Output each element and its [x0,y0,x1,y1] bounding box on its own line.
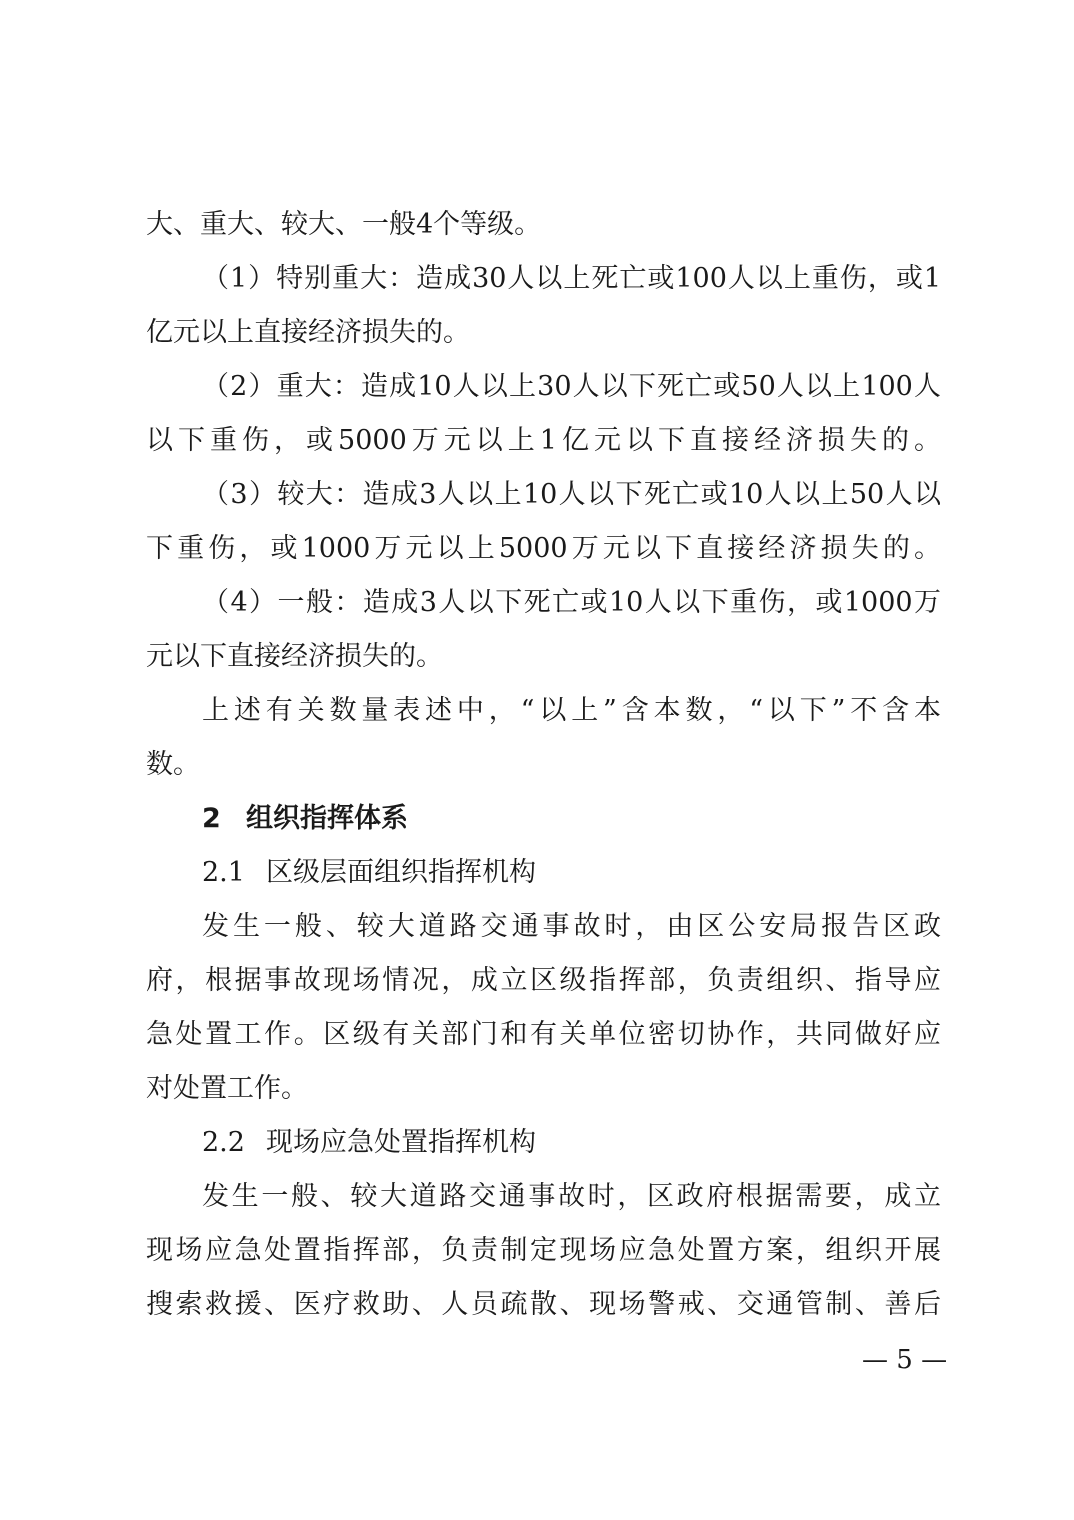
page-number: — 5 — [862,1345,948,1375]
subsection-number: 2.2 [202,1127,245,1158]
text-line: 急处置工作。区级有关部门和有关单位密切协作，共同做好应 [146,1019,941,1050]
text-line: 亿元以上直接经济损失的。 [146,317,470,348]
text-line: 数。 [146,749,200,780]
subsection-title: 区级层面组织指挥机构 [266,857,536,888]
text-line: 现场应急处置指挥部，负责制定现场应急处置方案，组织开展 [146,1235,941,1266]
text-line: （2）重大：造成10人以上30人以下死亡或50人以上100人 [202,371,941,402]
subsection-number: 2.1 [202,857,245,888]
subsection-heading [146,1116,941,1170]
text-line: 以下重伤，或5000万元以上1亿元以下直接经济损失的。 [146,425,941,456]
text-line: 下重伤，或1000万元以上5000万元以下直接经济损失的。 [146,533,941,564]
section-number: 2 [202,803,221,834]
text-line: 搜索救援、医疗救助、人员疏散、现场警戒、交通管制、善后 [146,1289,941,1320]
text-line: （1）特别重大：造成30人以上死亡或100人以上重伤，或1 [202,263,941,294]
section-heading [146,792,941,846]
text-line: 发生一般、较大道路交通事故时，区政府根据需要，成立 [202,1181,941,1212]
section-title: 组织指挥体系 [246,803,408,834]
subsection-title: 现场应急处置指挥机构 [266,1127,536,1158]
text-line: 府，根据事故现场情况，成立区级指挥部，负责组织、指导应 [146,965,941,996]
text-line: （4）一般：造成3人以下死亡或10人以下重伤，或1000万 [202,587,941,618]
subsection-heading [146,846,941,900]
text-line: 对处置工作。 [146,1073,308,1104]
text-line: 元以下直接经济损失的。 [146,641,443,672]
text-line: 上述有关数量表述中，“以上”含本数，“以下”不含本 [202,695,941,726]
document-page [146,198,941,1332]
text-line: 大、重大、较大、一般4个等级。 [146,209,542,240]
text-line: 发生一般、较大道路交通事故时，由区公安局报告区政 [202,911,941,942]
text-line: （3）较大：造成3人以上10人以下死亡或10人以上50人以 [202,479,941,510]
